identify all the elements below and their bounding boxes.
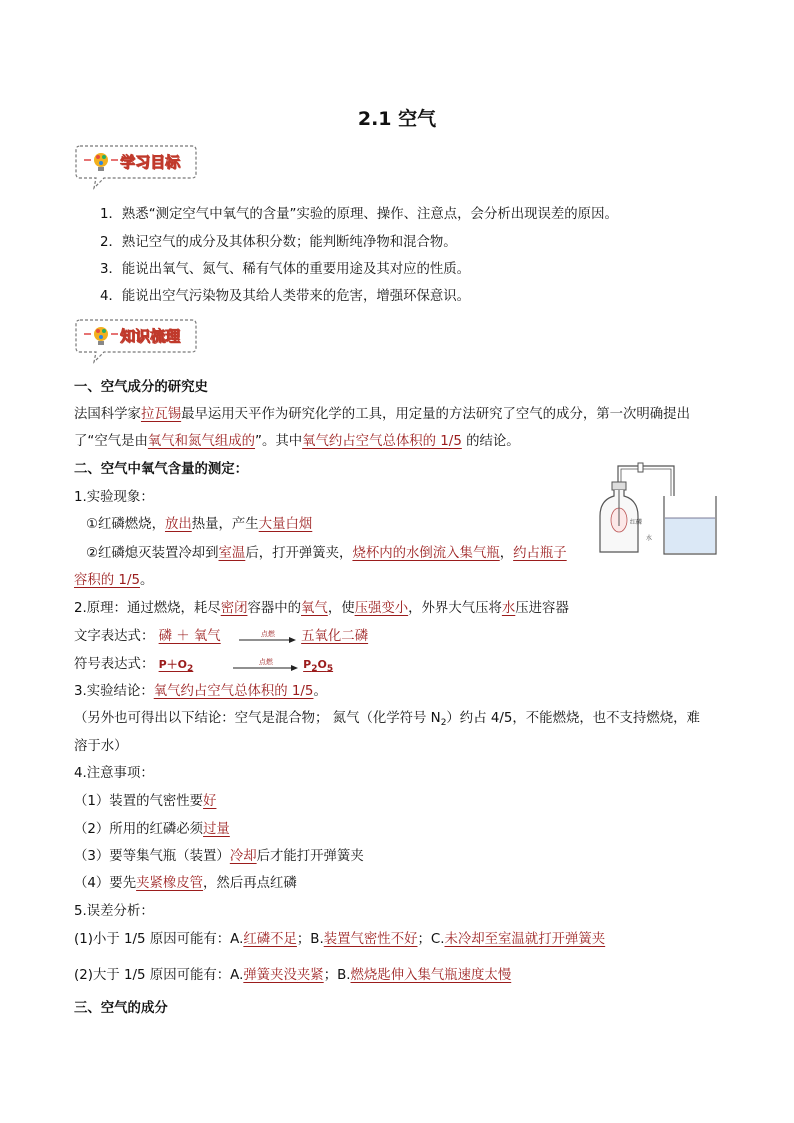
word-equation: 文字表达式： 磷 ＋ 氧气 点燃 五氧化二磷 [74,629,369,644]
note-item: （1）装置的气密性要好 [74,794,217,809]
apparatus-illustration-icon [594,460,722,560]
learning-goals-badge [74,142,198,184]
paragraph-line: 溶于水） [74,739,128,754]
sub-heading: 1.实验现象： [74,490,154,505]
note-item: （3）要等集气瓶（装置）冷却后才能打开弹簧夹 [74,849,364,864]
badge-title: 学习目标 [120,153,181,171]
answer-blank: 氧气约占空气总体积的 1/5 [302,434,462,449]
objective-item: 4．能说出空气污染物及其给人类带来的危害，增强环保意识。 [100,289,471,304]
answer-blank: 约占瓶子 [513,546,567,561]
answer-blank: 放出 [164,517,192,532]
svg-text:水: 水 [646,535,653,542]
answer-blank: 容积的 1/5 [74,573,140,588]
knowledge-review-badge [74,316,198,358]
note-item: （2）所用的红磷必须过量 [74,822,230,837]
answer-blank: 室温 [218,546,246,561]
paragraph-line: ②红磷熄灭装置冷却到室温后，打开弹簧夹，烧杯内的水倒流入集气瓶，约占瓶子 [86,546,567,561]
answer-blank: 大量白烟 [258,517,313,532]
symbol-equation: 符号表达式： $P+O_2$ 点燃 $P_2O_5$ [74,657,334,674]
note-item: （4）要先夹紧橡皮管，然后再点红磷 [74,876,297,891]
answer-blank: 烧杯内的水倒流入集气瓶 [352,546,500,561]
svg-text:红磷: 红磷 [630,519,643,526]
reaction-arrow: 点燃 [239,628,297,644]
objective-item: 2．熟记空气的成分及其体积分数；能判断纯净物和混合物。 [100,235,457,250]
section-heading: 三、空气的成分 [74,1001,168,1016]
paragraph-line: 3.实验结论：氧气约占空气总体积的 1/5。 [74,684,327,699]
error-item: (1)小于 1/5 原因可能有：A.红磷不足；B.装置气密性不好；C.未冷却至室温就打开弹簧夹 [74,932,606,947]
section-heading: 一、空气成分的研究史 [74,380,208,395]
paragraph-line: 了“空气是由氧气和氮气组成的”。其中氧气约占空气总体积的 1/5 的结论。 [74,434,520,449]
badge-title: 知识梳理 [120,327,181,345]
objective-item: 1．熟悉“测定空气中氧气的含量”实验的原理、操作、注意点，会分析出现误差的原因。 [100,207,618,222]
answer-blank: 氧气和氮气组成的 [147,434,256,449]
page-title: 2.1 空气 [357,108,437,130]
answer-blank: 拉瓦锡 [140,407,182,422]
paragraph-line: ①红磷燃烧，放出热量，产生大量白烟 [86,517,313,532]
paragraph-line: 2.原理：通过燃烧，耗尽密闭容器中的氧气，使压强变小，外界大气压将水压进容器 [74,601,569,616]
paragraph-line: 容积的 1/5。 [74,573,154,588]
sub-heading: 5.误差分析： [74,904,154,919]
experiment-apparatus [594,460,722,560]
sub-heading: 4.注意事项： [74,766,154,781]
section-heading: 二、空气中氧气含量的测定： [74,462,249,477]
paragraph-line: （另外也可得出以下结论：空气是混合物； 氮气（化学符号 $N_2$）约占 4/5，不能燃烧，也不支持燃烧，难 [74,711,700,728]
paragraph-line: 法国科学家拉瓦锡最早运用天平作为研究化学的工具，用定量的方法研究了空气的成分，第一次明确提出 [74,407,690,422]
objective-item: 3．能说出氧气、氮气、稀有气体的重要用途及其对应的性质。 [100,262,471,277]
error-item: (2)大于 1/5 原因可能有：A.弹簧夹没夹紧；B.燃烧匙伸入集气瓶速度太慢 [74,968,512,983]
reaction-arrow: 点燃 [233,656,299,672]
